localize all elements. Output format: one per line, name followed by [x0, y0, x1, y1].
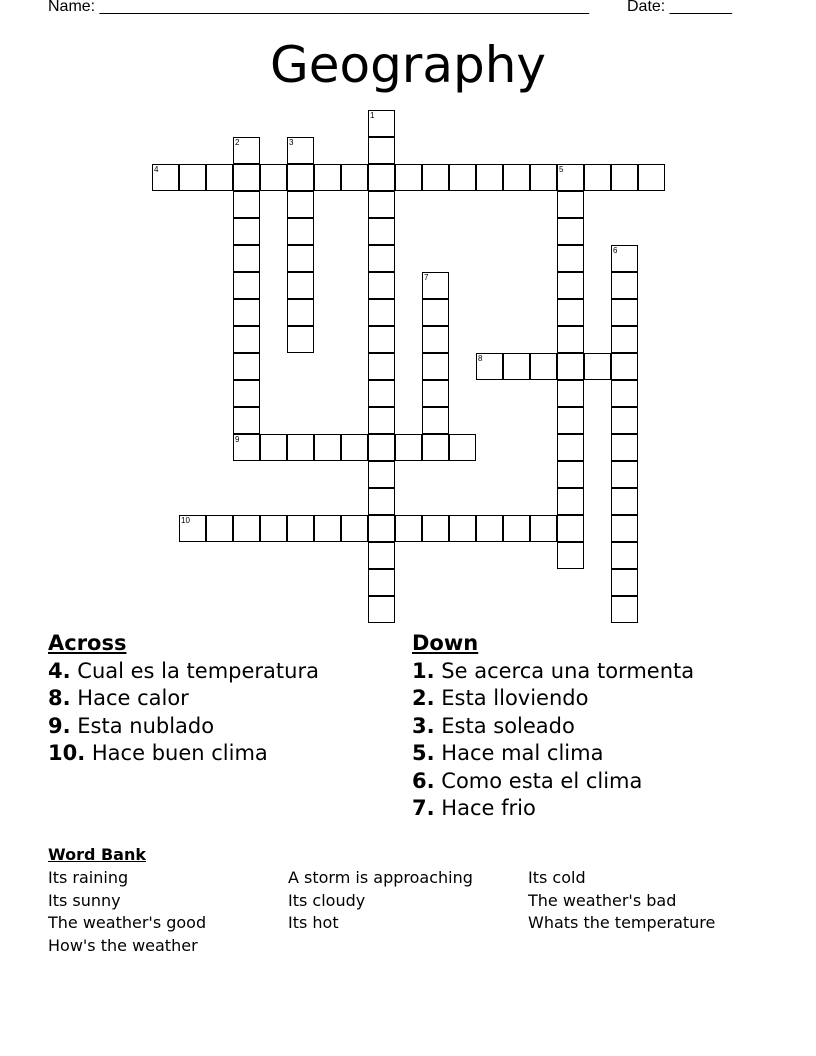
across-clue: [48, 658, 319, 685]
grid-cell[interactable]: [233, 407, 260, 434]
clue-number-label: 10: [181, 516, 190, 525]
across-clue: [48, 685, 319, 712]
grid-cell[interactable]: [611, 434, 638, 461]
clue-number: 10.: [48, 741, 86, 766]
word-bank-item: Its hot: [288, 913, 339, 933]
grid-cell[interactable]: [233, 434, 260, 461]
clue-number-label: 5: [559, 165, 564, 174]
grid-cell[interactable]: [611, 515, 638, 542]
grid-cell[interactable]: [314, 164, 341, 191]
word-bank-title: Word Bank: [48, 845, 147, 864]
grid-cell[interactable]: [611, 380, 638, 407]
grid-cell[interactable]: [422, 164, 449, 191]
down-clue-list: [412, 658, 694, 822]
grid-cell[interactable]: [557, 407, 584, 434]
clue-text: Como esta el clima: [441, 768, 643, 793]
grid-cell[interactable]: [449, 434, 476, 461]
grid-cell[interactable]: [260, 164, 287, 191]
down-clue: [412, 713, 694, 740]
grid-cell[interactable]: [368, 353, 395, 380]
grid-cell[interactable]: [503, 353, 530, 380]
across-clue-list: [48, 658, 319, 768]
clue-number-label: 2: [235, 138, 240, 147]
down-clue: [412, 658, 694, 685]
grid-cell[interactable]: [233, 191, 260, 218]
clue-text: Esta soleado: [441, 713, 575, 738]
clue-number-label: 4: [154, 165, 159, 174]
grid-cell[interactable]: [341, 164, 368, 191]
grid-cell[interactable]: [503, 164, 530, 191]
clue-number: 1.: [412, 659, 435, 683]
grid-cell[interactable]: [368, 596, 395, 623]
down-clue: [412, 740, 694, 767]
grid-cell[interactable]: [368, 380, 395, 407]
clue-number-label: 6: [613, 246, 618, 255]
grid-cell[interactable]: [368, 461, 395, 488]
word-bank-item: The weather's bad: [528, 890, 677, 910]
grid-cell[interactable]: [557, 488, 584, 515]
clue-number: 4.: [48, 659, 71, 683]
clue-number: 3.: [412, 713, 435, 738]
word-bank-column: [48, 867, 206, 958]
name-field: Name: _______________________________________________________: [48, 0, 589, 15]
grid-cell[interactable]: [611, 326, 638, 353]
clue-number: 7.: [412, 796, 435, 821]
grid-cell[interactable]: [476, 164, 503, 191]
grid-cell[interactable]: [368, 515, 395, 542]
clue-number: 8.: [48, 686, 71, 711]
grid-cell[interactable]: [395, 434, 422, 461]
grid-cell[interactable]: [314, 515, 341, 542]
grid-cell[interactable]: [152, 164, 179, 191]
across-clue: [48, 740, 319, 767]
word-bank-item: Its cloudy: [288, 890, 366, 910]
grid-cell[interactable]: [611, 569, 638, 596]
grid-cell[interactable]: [179, 515, 206, 542]
grid-cell[interactable]: [287, 434, 314, 461]
clue-number-label: 1: [370, 111, 375, 120]
word-bank-item: How's the weather: [48, 936, 198, 956]
grid-cell[interactable]: [341, 434, 368, 461]
grid-cell[interactable]: [557, 272, 584, 299]
grid-cell[interactable]: [233, 272, 260, 299]
clue-text: Hace buen clima: [91, 741, 268, 766]
clue-text: Hace calor: [77, 686, 189, 711]
grid-cell[interactable]: [611, 245, 638, 272]
grid-cell[interactable]: [422, 353, 449, 380]
down-clue: [412, 685, 694, 712]
down-clue: [412, 768, 694, 795]
clue-number-label: 7: [424, 273, 429, 282]
grid-cell[interactable]: [638, 164, 665, 191]
grid-cell[interactable]: [449, 515, 476, 542]
grid-cell[interactable]: [557, 164, 584, 191]
clue-number-label: 3: [289, 138, 294, 147]
grid-cell[interactable]: [530, 353, 557, 380]
grid-cell[interactable]: [233, 326, 260, 353]
clue-number: 6.: [412, 768, 435, 793]
grid-cell[interactable]: [368, 110, 395, 137]
date-field: Date: _______: [627, 0, 732, 15]
grid-cell[interactable]: [287, 218, 314, 245]
grid-cell[interactable]: [557, 380, 584, 407]
grid-cell[interactable]: [233, 245, 260, 272]
grid-cell[interactable]: [530, 164, 557, 191]
word-bank-item: A storm is approaching: [288, 868, 473, 887]
grid-cell[interactable]: [611, 596, 638, 623]
across-heading: Across: [48, 631, 127, 655]
clue-text: Esta lloviendo: [441, 686, 589, 711]
grid-cell[interactable]: [611, 488, 638, 515]
clue-number-label: 8: [478, 354, 483, 363]
grid-cell[interactable]: [287, 164, 314, 191]
grid-cell[interactable]: [368, 164, 395, 191]
grid-cell[interactable]: [368, 191, 395, 218]
down-clue: [412, 795, 694, 822]
grid-cell[interactable]: [368, 218, 395, 245]
grid-cell[interactable]: [557, 461, 584, 488]
grid-cell[interactable]: [368, 569, 395, 596]
grid-cell[interactable]: [584, 353, 611, 380]
grid-cell[interactable]: [611, 299, 638, 326]
grid-cell[interactable]: [611, 542, 638, 569]
grid-cell[interactable]: [449, 164, 476, 191]
clue-text: Esta nublado: [77, 713, 215, 738]
grid-cell[interactable]: [287, 137, 314, 164]
page-title: Geography: [269, 36, 547, 94]
grid-cell[interactable]: [287, 515, 314, 542]
word-bank-column: [288, 867, 473, 935]
grid-cell[interactable]: [368, 542, 395, 569]
clue-text: Cual es la temperatura: [77, 659, 319, 683]
grid-cell[interactable]: [206, 164, 233, 191]
grid-cell[interactable]: [260, 515, 287, 542]
grid-cell[interactable]: [206, 515, 233, 542]
clue-number-label: 9: [235, 435, 240, 444]
grid-cell[interactable]: [287, 272, 314, 299]
grid-cell[interactable]: [503, 515, 530, 542]
grid-cell[interactable]: [611, 353, 638, 380]
down-heading: Down: [412, 631, 479, 655]
grid-cell[interactable]: [557, 542, 584, 569]
grid-cell[interactable]: [611, 272, 638, 299]
grid-cell[interactable]: [422, 326, 449, 353]
grid-cell[interactable]: [557, 515, 584, 542]
clue-text: Se acerca una tormenta: [441, 659, 695, 683]
grid-cell[interactable]: [368, 434, 395, 461]
clue-number: 2.: [412, 686, 435, 711]
grid-cell[interactable]: [233, 137, 260, 164]
grid-cell[interactable]: [233, 164, 260, 191]
word-bank-item: Its raining: [48, 868, 129, 887]
clue-number: 9.: [48, 713, 71, 738]
grid-cell[interactable]: [422, 434, 449, 461]
grid-cell[interactable]: [368, 245, 395, 272]
grid-cell[interactable]: [260, 434, 287, 461]
grid-cell[interactable]: [611, 461, 638, 488]
grid-cell[interactable]: [557, 299, 584, 326]
grid-cell[interactable]: [233, 353, 260, 380]
grid-cell[interactable]: [287, 245, 314, 272]
grid-cell[interactable]: [422, 407, 449, 434]
grid-cell[interactable]: [422, 380, 449, 407]
grid-cell[interactable]: [179, 164, 206, 191]
word-bank-item: Its sunny: [48, 890, 121, 910]
word-bank-item: Whats the temperature: [528, 913, 716, 933]
grid-cell[interactable]: [611, 164, 638, 191]
grid-cell[interactable]: [368, 488, 395, 515]
word-bank-item: Its cold: [528, 868, 586, 887]
grid-cell[interactable]: [368, 137, 395, 164]
grid-cell[interactable]: [368, 272, 395, 299]
grid-cell[interactable]: [557, 434, 584, 461]
grid-cell[interactable]: [368, 299, 395, 326]
word-bank-item: The weather's good: [48, 913, 207, 933]
grid-cell[interactable]: [233, 218, 260, 245]
grid-cell[interactable]: [287, 326, 314, 353]
clue-number: 5.: [412, 741, 435, 766]
grid-cell[interactable]: [557, 191, 584, 218]
grid-cell[interactable]: [233, 380, 260, 407]
grid-cell[interactable]: [422, 299, 449, 326]
grid-cell[interactable]: [530, 515, 557, 542]
grid-cell[interactable]: [557, 218, 584, 245]
grid-cell[interactable]: [395, 164, 422, 191]
grid-cell[interactable]: [233, 515, 260, 542]
grid-cell[interactable]: [341, 515, 368, 542]
grid-cell[interactable]: [287, 299, 314, 326]
grid-cell[interactable]: [584, 164, 611, 191]
grid-cell[interactable]: [476, 353, 503, 380]
grid-cell[interactable]: [287, 191, 314, 218]
grid-cell[interactable]: [368, 326, 395, 353]
grid-cell[interactable]: [476, 515, 503, 542]
clue-text: Hace frio: [441, 796, 536, 821]
grid-cell[interactable]: [557, 326, 584, 353]
grid-cell[interactable]: [422, 515, 449, 542]
grid-cell[interactable]: [395, 515, 422, 542]
word-bank-column: [528, 867, 715, 935]
across-clue: [48, 713, 319, 740]
clue-text: Hace mal clima: [441, 741, 604, 766]
grid-cell[interactable]: [422, 272, 449, 299]
grid-cell[interactable]: [557, 245, 584, 272]
grid-cell[interactable]: [368, 407, 395, 434]
grid-cell[interactable]: [314, 434, 341, 461]
grid-cell[interactable]: [557, 353, 584, 380]
grid-cell[interactable]: [233, 299, 260, 326]
grid-cell[interactable]: [611, 407, 638, 434]
